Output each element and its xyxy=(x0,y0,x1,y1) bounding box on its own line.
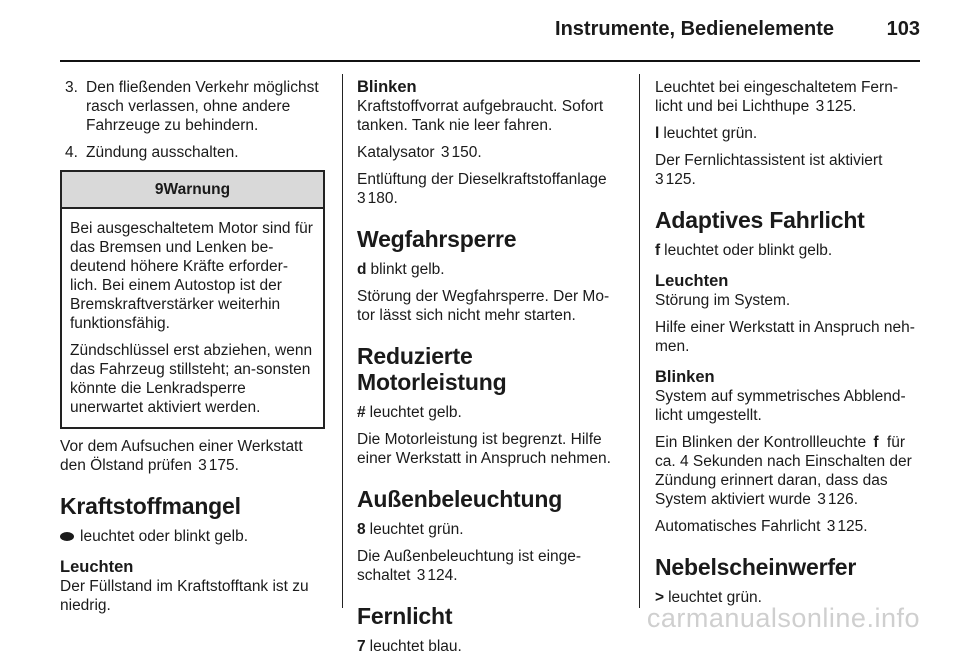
column-3 xyxy=(655,78,925,615)
adaptive-light-icon: f xyxy=(655,242,661,259)
paragraph: Leuchtet bei eingeschaltetem Fern-licht und bei Lichthupe 3 125. xyxy=(655,79,898,115)
warning-header xyxy=(62,172,323,209)
section-heading: Fernlicht xyxy=(357,603,453,629)
warning-paragraph: Bei ausgeschaltetem Motor sind für das Bremsen und Lenken be-deutend höhere Kräfte erforder-lich. Bei einem Autostop ist der Bremskraftverstärker weiterhin funktionsfähig. xyxy=(70,220,313,332)
section-heading: Außenbeleuchtung xyxy=(357,486,563,512)
page-number: 103 xyxy=(886,18,920,40)
list-number: 4. xyxy=(65,144,78,161)
sub-heading: Leuchten xyxy=(60,558,134,576)
page-ref: 124. xyxy=(427,567,458,584)
indicator-line: 8 leuchtet grün. xyxy=(357,521,464,538)
section-heading: Wegfahrsperre xyxy=(357,226,517,252)
fuel-indicator-icon xyxy=(60,532,74,541)
paragraph: Automatisches Fahrlicht 3 125. xyxy=(655,518,868,535)
section-heading: Kraftstoffmangel xyxy=(60,493,241,519)
section-heading: Nebelscheinwerfer xyxy=(655,554,857,580)
page-ref-icon: 3 xyxy=(815,98,825,115)
paragraph: Störung der Wegfahrsperre. Der Mo-tor lässt sich nicht mehr starten. xyxy=(357,288,610,324)
indicator-line: f leuchtet oder blinkt gelb. xyxy=(655,242,833,259)
page-ref-icon: 3 xyxy=(198,457,207,474)
paragraph: Der Füllstand im Kraftstofftank ist zu niedrig. xyxy=(60,578,309,614)
fog-light-icon: > xyxy=(655,589,665,606)
page-title: Instrumente, Bedienelemente xyxy=(555,18,834,40)
section-heading: Reduzierte Motorleistung xyxy=(357,343,507,395)
high-beam-icon: 7 xyxy=(357,638,366,655)
paragraph: Vor dem Aufsuchen einer Werkstatt den Ölstand prüfen 3 175. xyxy=(60,438,303,474)
indicator-line: # leuchtet gelb. xyxy=(357,404,462,421)
column-divider xyxy=(342,74,343,608)
paragraph: Die Außenbeleuchtung ist einge-schaltet 3 124. xyxy=(357,548,582,584)
warning-body xyxy=(62,209,323,427)
page-ref: 125. xyxy=(837,518,868,535)
paragraph: System auf symmetrisches Abblend-licht umgestellt. xyxy=(655,388,906,424)
warning-paragraph: Zündschlüssel erst abziehen, wenn das Fahrzeug stillsteht; an-sonsten könnte die Lenkradsperre unerwartet aktiviert werden. xyxy=(70,342,313,416)
page-ref: 150. xyxy=(451,144,482,161)
sub-heading: Blinken xyxy=(357,78,417,96)
sub-heading: Blinken xyxy=(655,368,715,386)
page-ref-icon: 3 xyxy=(826,518,836,535)
indicator-line: 7 leuchtet blau. xyxy=(357,638,462,655)
page-ref: 126. xyxy=(827,491,859,508)
engine-power-icon: # xyxy=(357,404,366,421)
paragraph: Ein Blinken der Kontrollleuchte f für ca. 4 Sekunden nach Einschalten der Zündung erinnert daran, dass das System aktiviert wurde 3 126. xyxy=(655,434,912,508)
page-header xyxy=(0,18,960,58)
paragraph: Katalysator 3 150. xyxy=(357,144,482,161)
header-rule xyxy=(60,60,920,62)
exterior-light-icon: 8 xyxy=(357,521,366,538)
watermark: carmanualsonline.info xyxy=(646,603,920,633)
list-text: Zündung ausschalten. xyxy=(86,144,239,161)
indicator-line: d blinkt gelb. xyxy=(357,261,445,278)
page-ref: 125. xyxy=(826,98,857,115)
page-ref-icon: 3 xyxy=(655,171,664,188)
list-item xyxy=(60,143,325,162)
high-beam-assist-icon: l xyxy=(655,125,660,142)
page-ref-icon: 3 xyxy=(817,491,826,508)
paragraph: Hilfe einer Werkstatt in Anspruch neh-men. xyxy=(655,319,915,355)
page-ref-icon: 3 xyxy=(440,144,450,161)
page-ref-icon: 3 xyxy=(416,567,426,584)
page-ref: 125. xyxy=(665,171,696,188)
paragraph: Störung im System. xyxy=(655,292,791,309)
paragraph: Der Fernlichtassistent ist aktiviert 3 125. xyxy=(655,152,883,188)
indicator-line: l leuchtet grün. xyxy=(655,125,758,142)
column-2 xyxy=(357,78,625,664)
warning-title: Warnung xyxy=(163,181,231,198)
sub-heading: Leuchten xyxy=(655,272,729,290)
paragraph: Die Motorleistung ist begrenzt. Hilfe einer Werkstatt in Anspruch nehmen. xyxy=(357,431,611,467)
list-item xyxy=(60,78,325,135)
section-heading: Adaptives Fahrlicht xyxy=(655,207,865,233)
paragraph: Kraftstoffvorrat aufgebraucht. Sofort tanken. Tank nie leer fahren. xyxy=(357,98,604,134)
column-1 xyxy=(60,78,325,623)
indicator-line: > leuchtet grün. xyxy=(655,589,762,606)
list-number: 3. xyxy=(65,79,78,96)
paragraph: Entlüftung der Dieselkraftstoffanlage 3 180. xyxy=(357,171,607,207)
warning-box xyxy=(60,170,325,429)
page-ref: 175. xyxy=(208,457,239,474)
adaptive-light-icon: f xyxy=(873,434,879,451)
indicator-line: leuchtet oder blinkt gelb. xyxy=(60,527,325,546)
page-ref-icon: 3 xyxy=(357,190,366,207)
list-text: Den fließenden Verkehr möglichst rasch verlassen, ohne andere Fahrzeuge zu behindern. xyxy=(86,79,319,134)
immobilizer-icon: d xyxy=(357,261,367,278)
warning-icon: 9 xyxy=(154,181,164,198)
page-ref: 180. xyxy=(367,190,398,207)
column-divider xyxy=(639,74,640,608)
